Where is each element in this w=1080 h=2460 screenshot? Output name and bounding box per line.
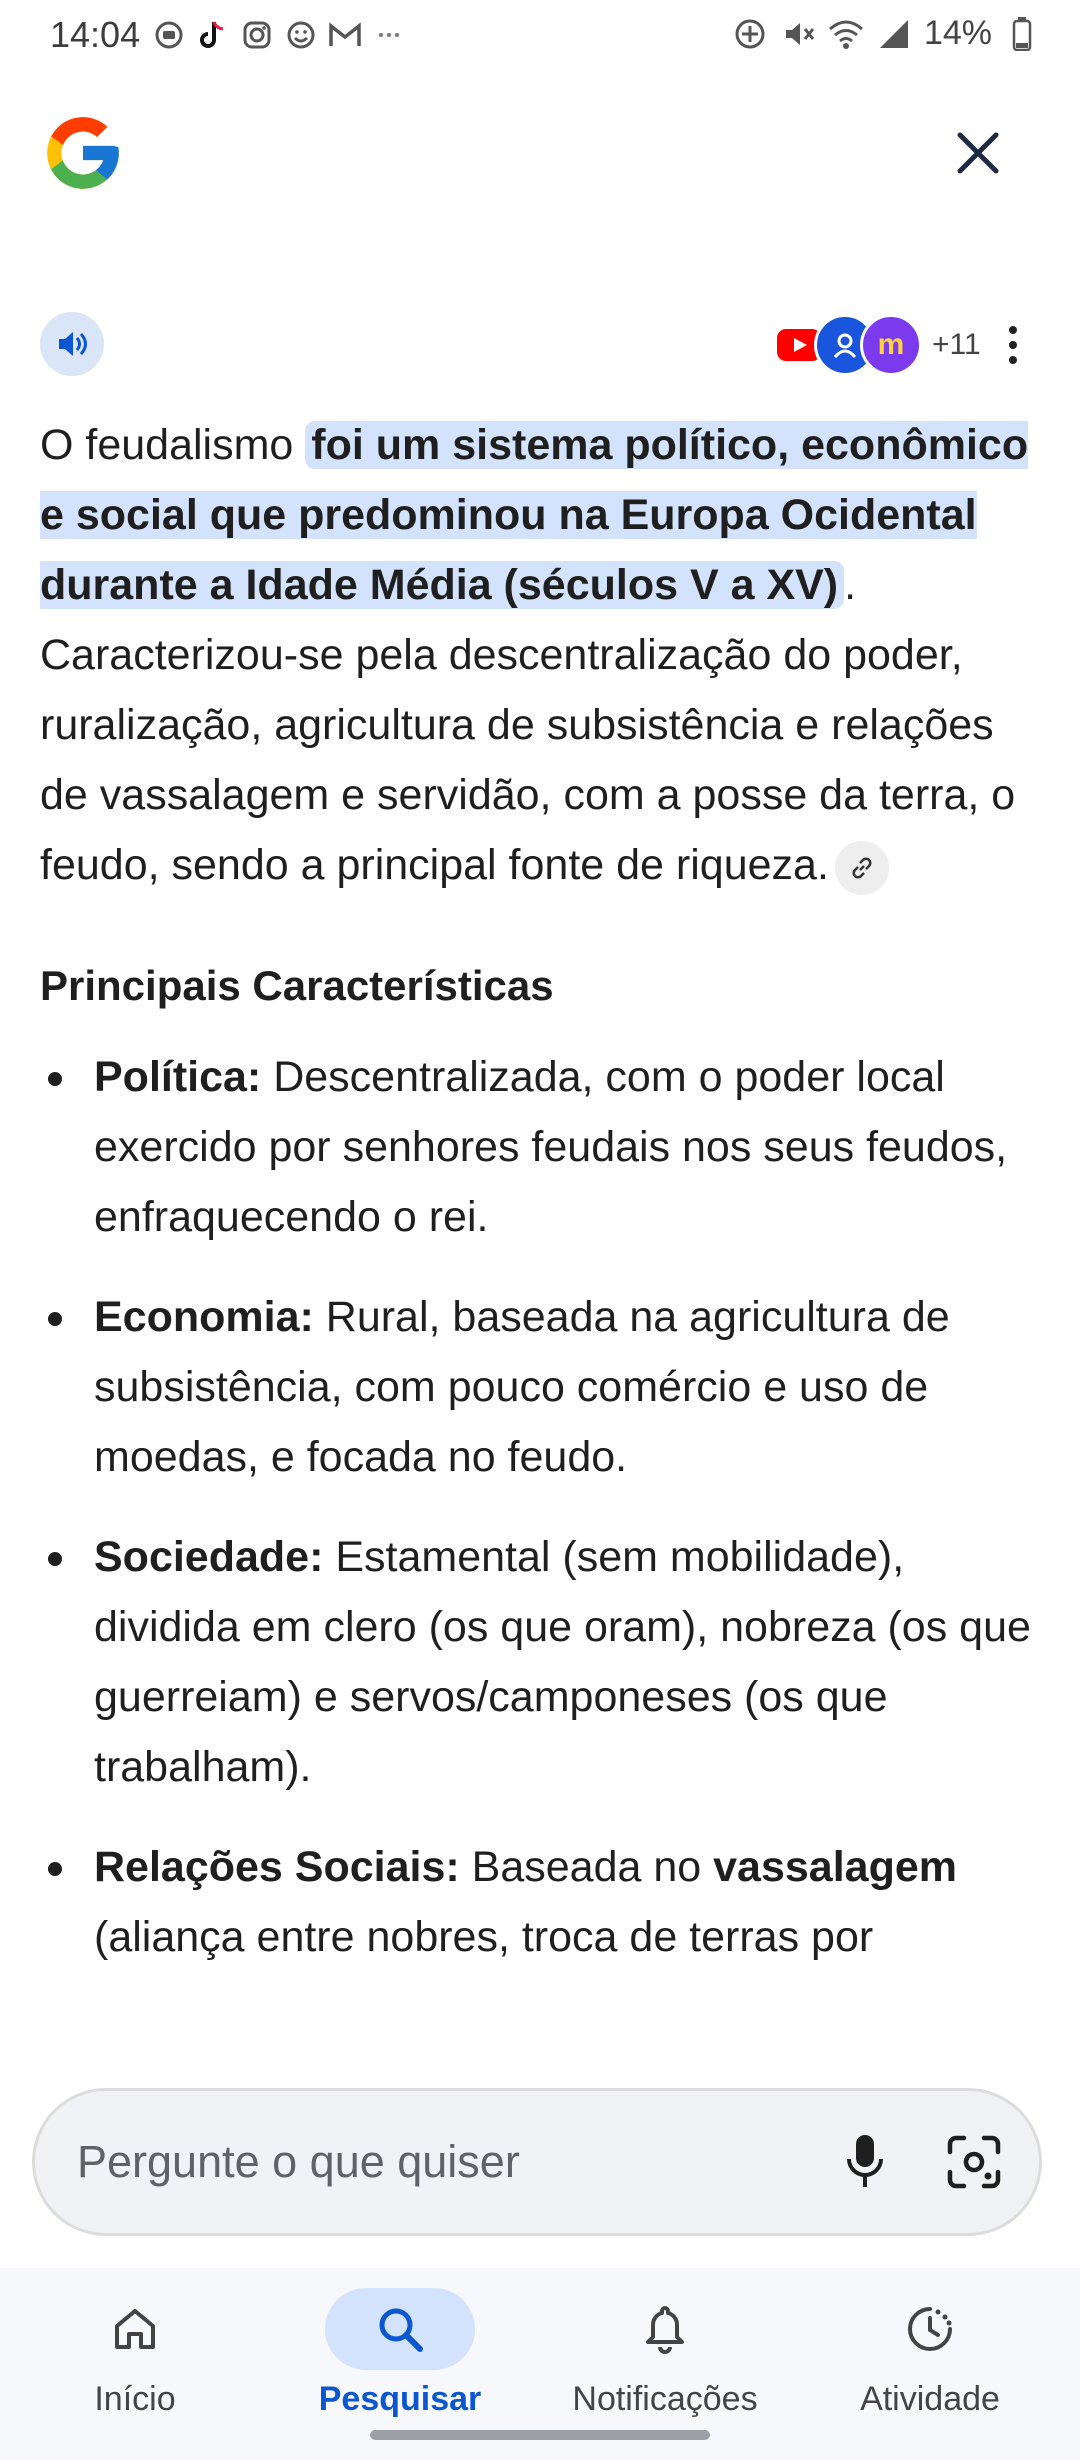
point-label: Sociedade:: [94, 1533, 324, 1581]
ai-answer: [40, 410, 1040, 2002]
speaker-icon: [55, 327, 89, 361]
nav-notifications[interactable]: [550, 2268, 780, 2438]
nav-activity-label: Atividade: [860, 2380, 1000, 2418]
intro-highlight[interactable]: foi um sistema político, econômico e social que predominou na Europa Ocidental durante a Idade Média (séculos V a XV): [40, 421, 1029, 609]
more-notifications-icon: [372, 18, 406, 52]
instagram-icon: [240, 18, 274, 52]
section-title: Principais Características: [40, 962, 554, 1009]
point-label: Política:: [94, 1053, 262, 1101]
nav-home[interactable]: [20, 2268, 250, 2438]
point-label: Relações Sociais:: [94, 1843, 460, 1891]
status-time: 14:04: [50, 14, 141, 55]
message-icon: [152, 18, 186, 52]
sources-count: +11: [932, 328, 981, 361]
point-text: (aliança entre nobres, troca de terras por: [94, 1913, 874, 1961]
nav-notifications-label: Notificações: [572, 2380, 758, 2418]
sources-button[interactable]: [768, 314, 981, 376]
intro-before: O feudalismo: [40, 421, 306, 469]
mute-icon: [780, 16, 816, 52]
gmail-icon: [328, 18, 362, 52]
list-item: [40, 1832, 1040, 1972]
notification-icons: [152, 18, 406, 52]
list-item: [40, 1282, 1040, 1492]
intro-after: . Caracterizou-se pela descentralização do poder, ruralização, agricultura de subsistência e relações de vassalagem e servidão, com a posse da terra, o feudo, sendo a principal fonte de riqueza.: [40, 561, 1016, 889]
nav-search-label: Pesquisar: [318, 2380, 482, 2418]
tiktok-icon: [196, 18, 230, 52]
search-input[interactable]: [32, 2088, 1042, 2236]
battery-icon: [1004, 16, 1040, 52]
mic-icon: [845, 2133, 885, 2191]
point-bold: vassalagem: [713, 1843, 957, 1891]
bell-icon: [590, 2288, 740, 2370]
list-item: [40, 1042, 1040, 1252]
status-bar: [0, 0, 1080, 76]
lens-button[interactable]: [941, 2129, 1007, 2195]
point-text: Baseada no: [459, 1843, 714, 1891]
nav-home-label: Início: [94, 2380, 176, 2418]
home-indicator[interactable]: [370, 2430, 710, 2440]
list-item: [40, 1522, 1040, 1802]
more-options-button[interactable]: [1000, 320, 1026, 370]
signal-icon: [876, 16, 912, 52]
listen-button[interactable]: [40, 312, 104, 376]
google-g-icon: [40, 110, 126, 196]
nav-search[interactable]: [285, 2268, 515, 2438]
point-text: Estamental (sem mobilidade), dividida em clero (os que oram), nobreza (os que guerreiam) e servos/camponeses (os que trabalham).: [94, 1533, 1031, 1791]
status-right: [732, 14, 1040, 53]
camera-lens-icon: [946, 2134, 1002, 2190]
point-text: Rural, baseada na agricultura de subsistência, com pouco comércio e uso de moedas, e focada no feudo.: [94, 1293, 950, 1481]
search-icon: [325, 2288, 475, 2370]
home-icon: [60, 2288, 210, 2370]
face-icon: [284, 18, 318, 52]
source-m-icon: m: [860, 314, 922, 376]
point-label: Economia:: [94, 1293, 314, 1341]
sync-icon: [732, 16, 768, 52]
close-icon: [955, 130, 1001, 176]
more-vert-icon: [1009, 326, 1017, 334]
link-icon: [849, 855, 875, 881]
source-link-button[interactable]: [835, 841, 889, 895]
search-placeholder: Pergunte o que quiser: [77, 2136, 520, 2187]
nav-activity[interactable]: [815, 2268, 1045, 2438]
wifi-icon: [828, 16, 864, 52]
activity-icon: [855, 2288, 1005, 2370]
close-button[interactable]: [950, 125, 1006, 181]
characteristics-list: [40, 1042, 1040, 1972]
battery-percent: 14%: [923, 14, 992, 52]
voice-search-button[interactable]: [835, 2129, 895, 2195]
point-text: Descentralizada, com o poder local exercido por senhores feudais nos seus feudos, enfraquecendo o rei.: [94, 1053, 1008, 1241]
answer-intro: [40, 410, 1040, 900]
